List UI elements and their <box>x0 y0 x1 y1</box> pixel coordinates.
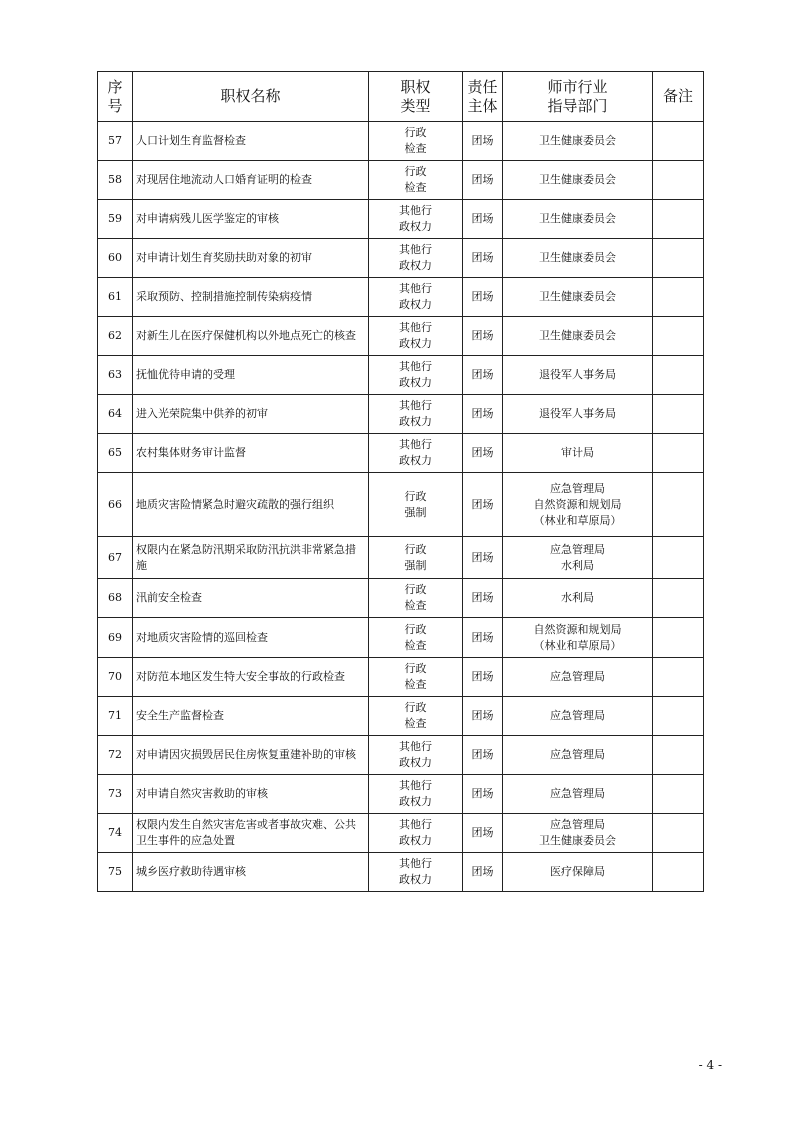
row-number: 65 <box>98 434 133 473</box>
row-guiding-department: 卫生健康委员会 <box>503 278 653 317</box>
row-authority-name: 人口计划生育监督检查 <box>133 122 369 161</box>
header-dept: 师市行业 指导部门 <box>503 72 653 122</box>
row-authority-name: 汛前安全检查 <box>133 579 369 618</box>
row-authority-type: 行政 检查 <box>369 161 463 200</box>
row-number: 64 <box>98 395 133 434</box>
page-number: - 4 - <box>698 1058 722 1072</box>
row-guiding-department: 卫生健康委员会 <box>503 239 653 278</box>
row-authority-name: 安全生产监督检查 <box>133 697 369 736</box>
row-authority-type: 其他行 政权力 <box>369 317 463 356</box>
row-authority-type: 其他行 政权力 <box>369 736 463 775</box>
header-subject: 责任 主体 <box>463 72 503 122</box>
row-guiding-department: 医疗保障局 <box>503 853 653 892</box>
row-responsible-subject: 团场 <box>463 775 503 814</box>
row-remark <box>653 814 704 853</box>
row-authority-name: 对申请病残儿医学鉴定的审核 <box>133 200 369 239</box>
row-authority-type: 其他行 政权力 <box>369 239 463 278</box>
row-authority-name: 对现居住地流动人口婚育证明的检查 <box>133 161 369 200</box>
row-guiding-department: 应急管理局 水利局 <box>503 537 653 579</box>
row-responsible-subject: 团场 <box>463 434 503 473</box>
row-guiding-department: 退役军人事务局 <box>503 395 653 434</box>
row-authority-name: 对申请自然灾害救助的审核 <box>133 775 369 814</box>
table-row <box>98 736 704 775</box>
table-row <box>98 853 704 892</box>
row-number: 75 <box>98 853 133 892</box>
table-row <box>98 239 704 278</box>
row-guiding-department: 卫生健康委员会 <box>503 317 653 356</box>
row-authority-name: 抚恤优待申请的受理 <box>133 356 369 395</box>
row-remark <box>653 434 704 473</box>
header-remark: 备注 <box>653 72 704 122</box>
table-row <box>98 814 704 853</box>
table-row <box>98 658 704 697</box>
row-authority-type: 其他行 政权力 <box>369 814 463 853</box>
row-remark <box>653 618 704 658</box>
row-number: 70 <box>98 658 133 697</box>
row-number: 69 <box>98 618 133 658</box>
row-authority-name: 权限内在紧急防汛期采取防汛抗洪非常紧急措施 <box>133 537 369 579</box>
row-remark <box>653 395 704 434</box>
header-name: 职权名称 <box>133 72 369 122</box>
row-number: 58 <box>98 161 133 200</box>
row-guiding-department: 卫生健康委员会 <box>503 161 653 200</box>
row-authority-type: 行政 强制 <box>369 473 463 537</box>
row-authority-type: 其他行 政权力 <box>369 853 463 892</box>
row-authority-name: 对新生儿在医疗保健机构以外地点死亡的核查 <box>133 317 369 356</box>
row-remark <box>653 161 704 200</box>
row-responsible-subject: 团场 <box>463 356 503 395</box>
row-number: 68 <box>98 579 133 618</box>
row-authority-type: 行政 检查 <box>369 122 463 161</box>
row-remark <box>653 122 704 161</box>
row-number: 62 <box>98 317 133 356</box>
row-remark <box>653 317 704 356</box>
row-authority-name: 地质灾害险情紧急时避灾疏散的强行组织 <box>133 473 369 537</box>
table-row <box>98 122 704 161</box>
row-responsible-subject: 团场 <box>463 473 503 537</box>
row-responsible-subject: 团场 <box>463 658 503 697</box>
row-number: 60 <box>98 239 133 278</box>
row-number: 73 <box>98 775 133 814</box>
row-guiding-department: 应急管理局 自然资源和规划局 （林业和草原局） <box>503 473 653 537</box>
row-responsible-subject: 团场 <box>463 317 503 356</box>
row-guiding-department: 应急管理局 <box>503 658 653 697</box>
row-responsible-subject: 团场 <box>463 122 503 161</box>
row-authority-type: 其他行 政权力 <box>369 200 463 239</box>
row-remark <box>653 200 704 239</box>
table-row <box>98 161 704 200</box>
row-guiding-department: 水利局 <box>503 579 653 618</box>
row-number: 74 <box>98 814 133 853</box>
row-responsible-subject: 团场 <box>463 697 503 736</box>
table-row <box>98 537 704 579</box>
row-number: 66 <box>98 473 133 537</box>
table-row <box>98 618 704 658</box>
row-authority-type: 行政 检查 <box>369 618 463 658</box>
table-row <box>98 579 704 618</box>
row-remark <box>653 278 704 317</box>
table-row <box>98 434 704 473</box>
row-guiding-department: 退役军人事务局 <box>503 356 653 395</box>
row-guiding-department: 应急管理局 卫生健康委员会 <box>503 814 653 853</box>
row-authority-type: 行政 检查 <box>369 579 463 618</box>
row-authority-name: 对申请计划生育奖励扶助对象的初审 <box>133 239 369 278</box>
row-guiding-department: 应急管理局 <box>503 697 653 736</box>
row-authority-type: 其他行 政权力 <box>369 775 463 814</box>
row-number: 61 <box>98 278 133 317</box>
row-authority-type: 行政 强制 <box>369 537 463 579</box>
row-responsible-subject: 团场 <box>463 579 503 618</box>
row-number: 67 <box>98 537 133 579</box>
row-number: 63 <box>98 356 133 395</box>
row-authority-type: 行政 检查 <box>369 697 463 736</box>
row-remark <box>653 473 704 537</box>
row-remark <box>653 356 704 395</box>
row-number: 57 <box>98 122 133 161</box>
row-remark <box>653 853 704 892</box>
header-no: 序 号 <box>98 72 133 122</box>
row-authority-type: 其他行 政权力 <box>369 356 463 395</box>
table-row <box>98 200 704 239</box>
row-number: 59 <box>98 200 133 239</box>
row-guiding-department: 卫生健康委员会 <box>503 200 653 239</box>
row-authority-name: 农村集体财务审计监督 <box>133 434 369 473</box>
row-authority-name: 对防范本地区发生特大安全事故的行政检查 <box>133 658 369 697</box>
row-guiding-department: 应急管理局 <box>503 736 653 775</box>
row-number: 71 <box>98 697 133 736</box>
table-row <box>98 317 704 356</box>
row-responsible-subject: 团场 <box>463 736 503 775</box>
row-authority-type: 行政 检查 <box>369 658 463 697</box>
row-guiding-department: 卫生健康委员会 <box>503 122 653 161</box>
row-responsible-subject: 团场 <box>463 395 503 434</box>
row-responsible-subject: 团场 <box>463 814 503 853</box>
row-authority-name: 对申请因灾损毁居民住房恢复重建补助的审核 <box>133 736 369 775</box>
table-row <box>98 395 704 434</box>
row-remark <box>653 239 704 278</box>
row-guiding-department: 自然资源和规划局 （林业和草原局） <box>503 618 653 658</box>
row-authority-name: 城乡医疗救助待遇审核 <box>133 853 369 892</box>
table-row <box>98 278 704 317</box>
row-remark <box>653 697 704 736</box>
row-authority-name: 对地质灾害险情的巡回检查 <box>133 618 369 658</box>
header-type: 职权 类型 <box>369 72 463 122</box>
row-responsible-subject: 团场 <box>463 853 503 892</box>
authority-table <box>97 71 704 892</box>
row-remark <box>653 579 704 618</box>
row-responsible-subject: 团场 <box>463 239 503 278</box>
row-responsible-subject: 团场 <box>463 537 503 579</box>
table-row <box>98 473 704 537</box>
row-remark <box>653 736 704 775</box>
row-remark <box>653 775 704 814</box>
row-responsible-subject: 团场 <box>463 278 503 317</box>
table-header-row <box>98 72 704 122</box>
row-guiding-department: 应急管理局 <box>503 775 653 814</box>
row-guiding-department: 审计局 <box>503 434 653 473</box>
table-row <box>98 356 704 395</box>
row-authority-name: 进入光荣院集中供养的初审 <box>133 395 369 434</box>
table-body <box>98 122 704 892</box>
table-row <box>98 775 704 814</box>
row-authority-name: 权限内发生自然灾害危害或者事故灾难、公共卫生事件的应急处置 <box>133 814 369 853</box>
row-authority-type: 其他行 政权力 <box>369 395 463 434</box>
row-number: 72 <box>98 736 133 775</box>
row-remark <box>653 537 704 579</box>
row-responsible-subject: 团场 <box>463 200 503 239</box>
table-row <box>98 697 704 736</box>
row-responsible-subject: 团场 <box>463 161 503 200</box>
row-authority-name: 采取预防、控制措施控制传染病疫情 <box>133 278 369 317</box>
row-responsible-subject: 团场 <box>463 618 503 658</box>
row-authority-type: 其他行 政权力 <box>369 434 463 473</box>
row-authority-type: 其他行 政权力 <box>369 278 463 317</box>
row-remark <box>653 658 704 697</box>
